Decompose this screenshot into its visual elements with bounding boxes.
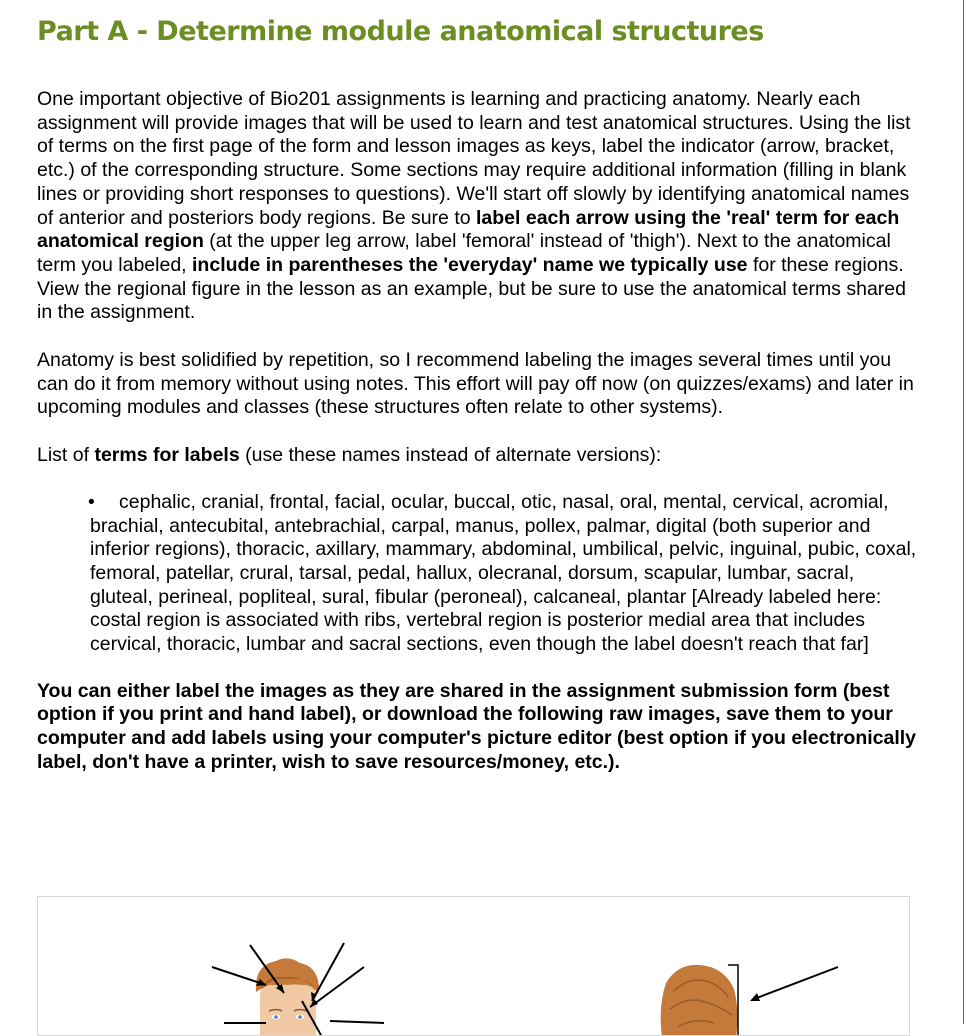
anatomy-figure-image [38, 897, 910, 1036]
anterior-head-illustration [256, 958, 319, 1036]
anatomy-figure-frame [37, 896, 910, 1036]
list-item [90, 491, 917, 657]
posterior-label-arrow [754, 967, 838, 999]
terms-intro-text-2: (use these names instead of alternate versions): [239, 444, 662, 467]
intro-bold-1: label each arrow using the 'real' term for each anatomical region [37, 206, 900, 253]
terms-list [37, 491, 917, 657]
intro-bold-2: include in parentheses the 'everyday' name we typically use [192, 253, 748, 276]
posterior-arrowhead [750, 993, 760, 1001]
intro-text-2: (at the upper leg arrow, label 'femoral' instead of 'thigh'). Next to the anatomical term you labeled, [37, 230, 891, 276]
page-right-border [963, 0, 964, 1024]
intro-paragraph [37, 88, 917, 325]
assignment-content [37, 0, 917, 775]
posterior-head-illustration [661, 965, 738, 1036]
labeling-instructions: You can either label the images as they are shared in the assignment submission form (best option if you print and hand label), or download the following raw images, save them to your computer and add labels using your computer's picture editor (best option if you electronically label, don't have a printer, wish to save resources/money, etc.). [37, 679, 917, 773]
terms-intro-text-1: List of [37, 444, 95, 467]
intro-text-1: One important objective of Bio201 assignments is learning and practicing anatomy. Nearly each assignment will provide images that will be used to learn and test anatomical structures. Using the list of terms on the first page of the form and lesson images as keys, label the indicator (arrow, bracket, etc.) of the corresponding structure. Some sections may require additional information (filling in blank lines or providing short responses to questions). We'll start off slowly by identifying anatomical names of anterior and posteriors body regions. Be sure to [37, 88, 911, 229]
part-a-heading: Part A - Determine module anatomical structures [37, 16, 764, 47]
bullet-icon: • [88, 490, 95, 513]
terms-intro-bold: terms for labels [94, 444, 240, 467]
terms-intro-paragraph [37, 444, 917, 468]
repetition-paragraph: Anatomy is best solidified by repetition, so I recommend labeling the images several times until you can do it from memory without using notes. This effort will pay off now (on quizzes/exams) and later in upcoming modules and classes (these structures often relate to other systems). [37, 349, 914, 419]
intro-text-3: for these regions. View the regional figure in the lesson as an example, but be sure to use the anatomical terms shared in the assignment. [37, 253, 906, 324]
terms-text: cephalic, cranial, frontal, facial, ocular, buccal, otic, nasal, oral, mental, cervical, acromial, brachial, antecubital, antebrachial, carpal, manus, pollex, palmar, digital (both superior and inferior regions), thoracic, axillary, mammary, abdominal, umbilical, pelvic, inguinal, pubic, coxal, femoral, patellar, crural, tarsal, pedal, hallux, olecranal, dorsum, scapular, lumbar, sacral, gluteal, perineal, popliteal, sural, fibular (peroneal), calcaneal, plantar [Already labeled here: costal region is associated with ribs, vertebral region is posterior medial area that includes cervical, thoracic, lumbar and sacral sections, even though the label doesn't reach that far] [90, 490, 917, 656]
